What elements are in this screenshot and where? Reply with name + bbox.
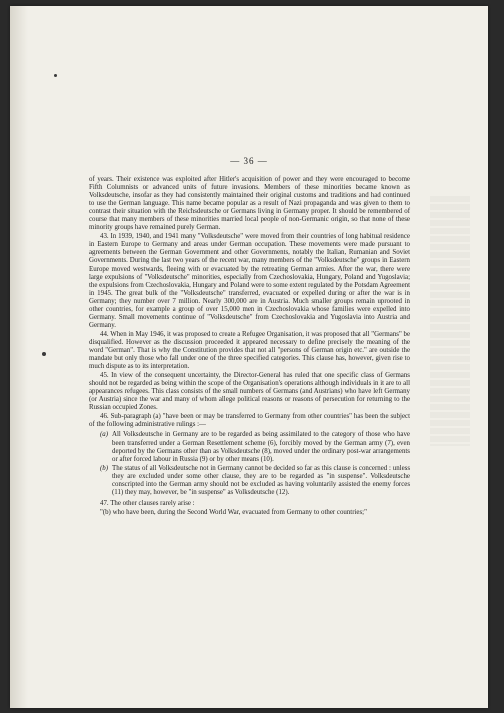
show-through-text [430, 196, 470, 446]
ruling-item [89, 431, 410, 463]
ruling-text: All Volksdeutsche in Germany are to be regarded as being assimilated to the category of those who have been transferred under a German Resettlement scheme (6), forcibly moved by the German army (7), even deported by the Germans other than as Volksdeutsche (8), moved under the ordinary post-war arrangements or after forced labour in Russia (9) or by other means (10). [112, 431, 410, 463]
paragraph-44: 44. When in May 1946, it was proposed to create a Refugee Organisation, it was proposed that all "Germans" be disqualified. However as the discussion proceeded it appeared necessary to define precisely the meaning of the word "German". That is why the Constitution provides that not all "persons of German origin etc." are outside the mandate but only those who fall under one of the three specified categories. This clause has, however, given rise to much dispute as to its interpretation. [89, 330, 411, 371]
ruling-item [89, 465, 410, 497]
ruling-label: (b) [100, 464, 109, 472]
page-number: — 36 — [230, 156, 268, 166]
quoted-clause: "(b) who have been, during the Second World War, evacuated from Germany to other countries;" [100, 508, 367, 516]
document-page [10, 6, 488, 708]
paragraph-43: 43. In 1939, 1940, and 1941 many "Volksdeutsche" were moved from their countries of long habitual residence in Eastern Europe to Germany and areas under German occupation. These movements were made pursuant to agreements between the German Government and other Governments, notably the Italian, Rumanian and Soviet Governments. During the last two years of the recent war, many members of the "Volksdeutsche" groups in Eastern Europe moved westwards, fleeing with or evacuated by the retreating German armies. After the war, there were large expulsions of "Volksdeutsche" minorities, especially from Czechoslovakia, Hungary, Poland and Yugoslavia; the expulsions from Czechoslovakia, Hungary and Poland were to some extent regulated by the Potsdam Agreement in 1945. The great bulk of the "Volksdeutsche" transferred, evacuated or expelled during or after the war is in Germany; they number over 7 million. Nearly 300,000 are in Austria. Much smaller groups remain uprooted in other countries, for example a group of over 15,000 men in Czechoslovakia whose families were expelled into Germany. Small movements continue of "Volksdeutsche" from Czechoslovakia and Yugoslavia into Austria and Germany. [89, 233, 410, 329]
paragraph-45: 45. In view of the consequent uncertainty, the Director-General has ruled that one specific class of Germans should not be regarded as being within the scope of the Organisation's operations although individuals in it are to all appearances refugees. This class consists of the small numbers of Germans (and Austrians) who have left Germany (or Austria) since the war and many of whom allege political reasons or reasons of persecution for returning to the Russian occupied Zones. [89, 372, 410, 412]
ruling-text: The status of all Volksdeutsche not in Germany cannot be decided so far as this clause is concerned : unless they are excluded under some other clause, they are to be regarded as "in suspense". Volksdeutsche conscripted into the German army should not be excluded as having voluntarily assisted the enemy forces (11) they may, however, be "in suspense" as Volksdeutsche (12). [112, 464, 410, 496]
page-spine-shadow [10, 6, 28, 708]
ruling-label: (a) [100, 431, 109, 439]
paragraph-47: 47. The other clauses rarely arise : [100, 499, 195, 507]
binding-hole-mark [42, 352, 46, 356]
paragraph-continued: of years. Their existence was exploited after Hitler's acquisition of power and they were encouraged to become Fifth Columnists or advanced units of future invasions. Members of these minorities became known as Volksdeutsche, insofar as they had consistently maintained their original customs and traditions and had continued to use the German language. This name became popular as a result of Nazi propaganda and was given to them to contrast their situation with the Reichsdeutsche or Germans living in Germany proper. It should be remembered of course that many members of these minorities married local people of non-Germanic origin, so that none of these minority groups have remained purely German. [89, 176, 410, 232]
paragraph-46: 46. Sub-paragraph (a) "have been or may be transferred to Germany from other countries" has been the subject of the following administrative rulings :— [89, 413, 410, 429]
speck-mark [54, 74, 57, 77]
body-text [89, 176, 410, 518]
